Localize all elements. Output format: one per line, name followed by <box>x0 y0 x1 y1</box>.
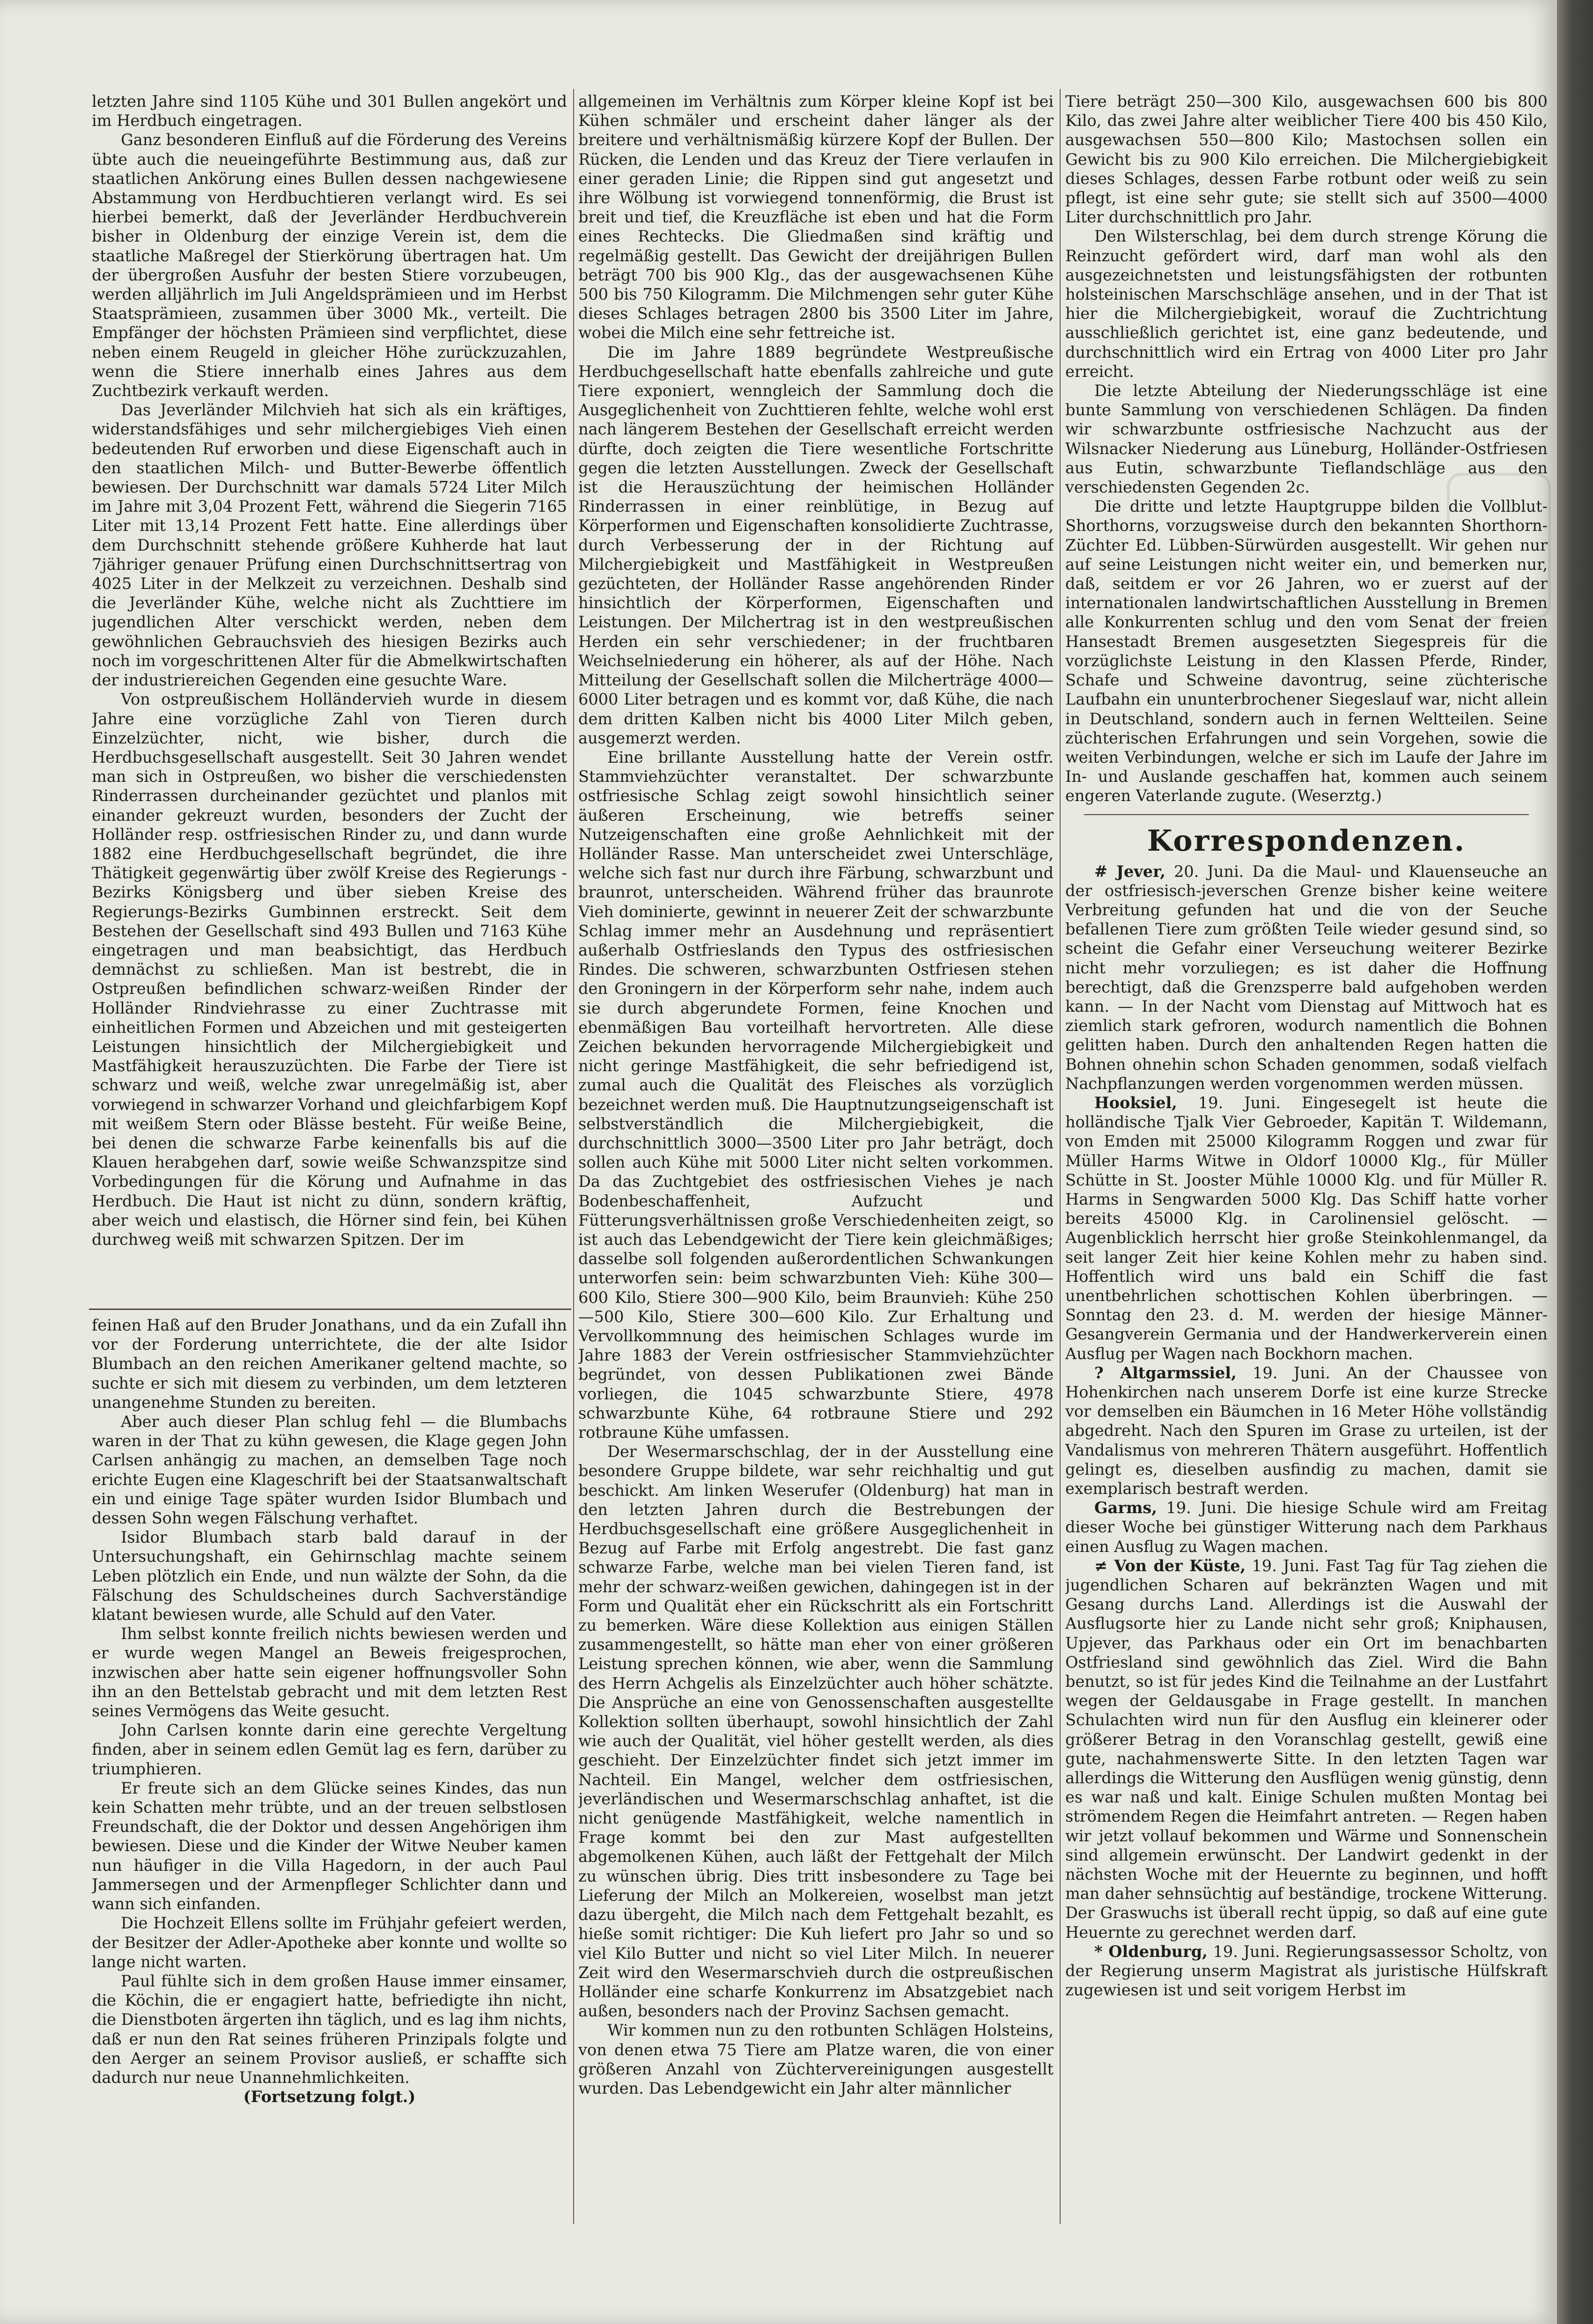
paragraph: Die Hochzeit Ellens sollte im Frühjahr gefeiert werden, der Besitzer der Adler-Apotheke aber konnte und wollte so lange nicht warten. <box>92 1914 567 1971</box>
paragraph: feinen Haß auf den Bruder Jonathans, und da ein Zufall ihn vor der Forderung unterrichtete, die der alte Isidor Blumbach an den reichen Amerikaner geltend machte, so suchte er sich mit diesem zu verbinden, um dem letzteren unangenehme Stunden zu bereiten. <box>92 1316 567 1412</box>
paragraph: Isidor Blumbach starb bald darauf in der Untersuchungshaft, ein Gehirnschlag machte seinem Leben plötzlich ein Ende, und nun wälzte der Sohn, da die Fälschung des Schuldscheines durch Sachverständige klatant bewiesen wurde, alle Schuld auf den Vater. <box>92 1528 567 1624</box>
news-place: # Jever, <box>1094 862 1165 881</box>
paragraph: letzten Jahre sind 1105 Kühe und 301 Bullen angekört und im Herdbuch eingetragen. <box>92 92 567 130</box>
paragraph: Paul fühlte sich in dem großen Hause immer einsamer, die Köchin, die er engagiert hatte, befriedigte ihn nicht, die Dienstboten ärgerten ihn täglich, und es lag ihm nichts, daß er nun den Rat seines früheren Prinzipals folgte und den Aerger an seinem Provisor ausließ, er schaffte sich dadurch nur neue Unannehmlichkeiten. <box>92 1971 567 2087</box>
column-2-agriculture-article <box>578 92 1054 2213</box>
news-place: Hooksiel, <box>1094 1093 1177 1112</box>
news-place: * Oldenburg, <box>1094 1942 1208 1961</box>
news-text: 19. Juni. Die hiesige Schule wird am Freitag dieser Woche bei günstiger Witterung nach dem Parkhaus einen Ausflug zu Wagen machen. <box>1065 1499 1548 1556</box>
news-item <box>1065 1363 1548 1498</box>
paragraph: Die dritte und letzte Hauptgruppe bilden die Vollblut-Shorthorns, vorzugsweise durch den bekannten Shorthorn-Züchter Ed. Lübben-Sürwürden ausgestellt. Wir gehen nur auf seine Leistungen nicht weiter ein, und bemerken nur, daß, seitdem er vor 26 Jahren, wo er zuerst auf der internationalen landwirtschaftlichen Ausstellung in Bremen alle Konkurrenten schlug und den vom Senat der freien Hansestadt Bremen ausgesetzten Siegespreis für die vorzüglichste Leistung in den Klassen Pferde, Rinder, Schafe und Schweine davontrug, seine züchterische Laufbahn ein ununterbrochener Siegeslauf war, nicht allein in Deutschland, sondern auch in fernen Weltteilen. Seine züchterischen Erfahrungen und sein Vorgehen, sowie die weiten Verbindungen, welche er sich im Laufe der Jahre im In- und Auslande geschaffen hat, kommen auch seinem engeren Vaterlande zugute. (Weserztg.) <box>1065 497 1548 805</box>
column-1-agriculture-article <box>92 92 567 1311</box>
news-item <box>1065 1093 1548 1363</box>
news-text: 19. Juni. An der Chaussee von Hohenkirchen nach unserem Dorfe ist eine kurze Strecke vor demselben ein Bäumchen in 16 Meter Höhe vollständig abgedreht. Nach den Spuren im Grase zu urteilen, ist der Vandalismus von mehreren Thätern ausgeführt. Hoffentlich gelingt es, dieselben ausfindig zu machen, damit sie exemplarisch bestraft werden. <box>1065 1363 1548 1498</box>
paragraph: Die letzte Abteilung der Niederungsschläge ist eine bunte Sammlung von verschiedenen Schlägen. Da finden wir schwarzbunte ostfriesische Nachzucht aus der Wilsnacker Niederung aus Lüneburg, Holländer-Ostfriesen aus Eutin, schwarzbunte Tieflandschläge aus den verschiedensten Gegenden 2c. <box>1065 382 1548 497</box>
paragraph: allgemeinen im Verhältnis zum Körper kleine Kopf ist bei Kühen schmäler und erscheint daher länger als der breitere und verhältnismäßig kürzere Kopf der Bullen. Der Rücken, die Lenden und das Kreuz der Tiere verlaufen in einer geraden Linie; die Rippen sind gut angesetzt und ihre Wölbung ist vorwiegend tonnenförmig, die Brust ist breit und tief, die Kreuzfläche ist eben und hat die Form eines Rechtecks. Die Gliedmaßen sind kräftig und regelmäßig gestellt. Das Gewicht der dreijährigen Bullen beträgt 700 bis 900 Klg., das der ausgewachsenen Kühe 500 bis 750 Kilogramm. Die Milchmengen sehr guter Kühe dieses Schlages betragen 2800 bis 3500 Liter im Jahre, wobei die Milch eine sehr fettreiche ist. <box>578 92 1054 342</box>
paragraph: Der Wesermarschschlag, der in der Ausstellung eine besondere Gruppe bildete, war sehr reichhaltig und gut beschickt. Am linken Weserufer (Oldenburg) hat man in den letzten Jahren durch die Bestrebungen der Herdbuchsgesellschaft eine größere Ausgeglichenheit in Bezug auf Farbe mit Erfolg angestrebt. Die fast ganz schwarze Farbe, welche man bei vielen Tieren fand, ist mehr der schwarz-weißen gewichen, dahingegen ist in der Form und Qualität eher ein Rückschritt als ein Fortschritt zu bemerken. Wäre diese Kollektion aus einigen Ställen zusammengestellt, so hätte man eher von einer größeren Leistung sprechen können, wie aber, wenn die Sammlung des Herrn Achgelis als Einzelzüchter auch höher schätzte. Die Ansprüche an eine von Genossenschaften ausgestellte Kollektion sollten überhaupt, sowohl hinsichtlich der Zahl wie auch der Qualität, viel höher gestellt werden, als dies geschieht. Der Einzelzüchter findet sich jetzt immer im Nachteil. Ein Mangel, welcher dem ostfriesischen, jeverländischen und Wesermarschschlag anhaftet, ist die nicht genügende Mastfähigkeit, welche namentlich in Frage kommt bei den zur Mast aufgestellten abgemolkenen Kühen, auch läßt der Fettgehalt der Milch zu wünschen übrig. Dies tritt insbesondere zu Tage bei Lieferung der Milch an Molkereien, woselbst man jetzt dazu übergeht, die Milch nach dem Fettgehalt bezahlt, es hieße somit richtiger: Die Kuh liefert pro Jahr so und so viel Kilo Butter und nicht so viel Liter Milch. In neuerer Zeit wird den Wesermarschvieh durch die ostpreußischen Holländer eine scharfe Konkurrenz im Absatzgebiet nach außen, besonders nach der Provinz Sachsen gemacht. <box>578 1442 1054 2021</box>
continuation-note: (Fortsetzung folgt.) <box>243 2088 416 2106</box>
section-divider <box>1084 814 1529 815</box>
page-edge-shadow <box>1557 0 1593 2324</box>
column-3 <box>1065 92 1548 2175</box>
paragraph: Ganz besonderen Einfluß auf die Förderung des Vereins übte auch die neueingeführte Bestimmung aus, daß zur staatlichen Ankörung eines Bullen dessen nachgewiesene Abstammung von Herdbuchtieren verlangt wird. Es sei hierbei bemerkt, daß der Jeverländer Herdbuchverein bisher in Oldenburg der einzige Verein ist, dem die staatliche Maßregel der Stierkörung übertragen hat. Um der übergroßen Ausfuhr der besten Stiere vorzubeugen, werden alljährlich im Juli Angeldsprämieen und im Herbst Staatsprämieen, zusammen über 3000 Mk., verteilt. Die Empfänger der höchsten Prämieen sind verpflichtet, diese neben einem Reugeld in gleicher Höhe zurückzuzahlen, wenn die Stiere innerhalb eines Jahres aus dem Zuchtbezirk verkauft werden. <box>92 131 567 400</box>
paragraph: Den Wilsterschlag, bei dem durch strenge Körung die Reinzucht gefördert wird, darf man wohl als den ausgezeichnetsten und leistungsfähigsten der rotbunten holsteinischen Marschschläge ansehen, und in der That ist hier die Milchergiebigkeit, worauf die Zuchtrichtung ausschließlich gerichtet ist, eine ganz bedeutende, und durchschnittlich wird ein Ertrag von 4000 Liter pro Jahr erreicht. <box>1065 227 1548 381</box>
news-item <box>1065 1556 1548 1942</box>
news-place: Garms, <box>1094 1499 1157 1517</box>
news-text: 20. Juni. Da die Maul- und Klauenseuche an der ostfriesisch-jeverschen Grenze bisher keine weitere Verbreitung gefunden hat und die von der Seuche befallenen Tiere zum größten Teile wieder gesund sind, so scheint die Gefahr einer Verseuchung weiterer Bezirke nicht mehr vorzuliegen; es ist daher die Hoffnung berechtigt, daß die Grenzsperre bald aufgehoben werden kann. — In der Nacht vom Dienstag auf Mittwoch hat es ziemlich stark gefroren, wodurch namentlich die Bohnen gelitten haben. Durch den anhaltenden Regen hatten die Bohnen ohnehin schon Schaden genommen, sodaß vielfach Nachpflanzungen werden vorgenommen werden müssen. <box>1065 862 1548 1093</box>
paragraph: Ihm selbst konnte freilich nichts bewiesen werden und er wurde wegen Mangel an Beweis freigesprochen, inzwischen aber hatte sein eigener hoffnungsvoller Sohn ihn an den Bettelstab gebracht und mit dem letzten Rest seines Vermögens das Weite gesucht. <box>92 1625 567 1721</box>
paragraph: Die im Jahre 1889 begründete Westpreußische Herdbuchgesellschaft hatte ebenfalls zahlreiche und gute Tiere exponiert, wenngleich der Sammlung doch die Ausgeglichenheit von Zuchttieren fehlte, welche wohl erst nach längerem Bestehen der Gesellschaft erreicht werden dürfte, doch zeigten die Tiere wesentliche Fortschritte gegen die letzten Ausstellungen. Zweck der Gesellschaft ist die Herauszüchtung der heimischen Holländer Rinderrassen in einer reinblütige, in Bezug auf Körperformen und Eigenschaften konsolidierte Zuchtrasse, durch Verbesserung der in der Richtung auf Milchergiebigkeit und Mastfähigkeit in Westpreußen gezüchteten, der Holländer Rasse angehörenden Rinder hinsichtlich der Körperformen, Eigenschaften und Leistungen. Der Milchertrag ist in den westpreußischen Herden ein sehr verschiedener; in der fruchtbaren Weichselniederung ein höherer, als auf der Höhe. Nach Mitteilung der Gesellschaft sollen die Milcherträge 4000—6000 Liter betragen und es kommt vor, daß Kühe, die nach dem dritten Kalben nicht bis 4000 Liter Milch geben, ausgemerzt werden. <box>578 343 1054 747</box>
news-text: 19. Juni. Fast Tag für Tag ziehen die jugendlichen Scharen auf bekränzten Wagen und mit Gesang durchs Land. Allerdings ist die Auswahl der Ausflugsorte hier zu Lande nicht sehr groß; Kniphausen, Upjever, das Parkhaus oder ein Ort im benachbarten Ostfriesland sind gewöhnlich das Ziel. Wird die Bahn benutzt, so ist für jedes Kind die Teilnahme an der Lustfahrt wegen der Geldausgabe in Frage gestellt. In manchen Schulachten wird nun für den Ausflug ein kleinerer oder größerer Betrag in den Voranschlag gestellt, gewiß eine gute, nachahmenswerte Sitte. In den letzten Tagen war allerdings die Witterung den Ausflügen wenig günstig, denn es war naß und kalt. Einige Schulen mußten Montag bei strömendem Regen die Heimfahrt antreten. — Regen haben wir jetzt vollauf bekommen und Wärme und Sonnenschein sind allgemein erwünscht. Der Landwirt gedenkt in der nächsten Woche mit der Heuernte zu beginnen, und hofft man daher sehnsüchtig auf beständige, trockene Witterung. Der Graswuchs ist überall recht üppig, so daß auf eine gute Heuernte zu gerechnet werden darf. <box>1065 1556 1548 1942</box>
news-text: 19. Juni. Regierungsassessor Scholtz, von der Regierung unserm Magistrat als juristische Hülfskraft zugewiesen ist und seit vorigem Herbst im <box>1065 1942 1548 2000</box>
column-divider <box>1060 89 1061 2224</box>
faint-stamp-mark <box>1447 473 1551 619</box>
news-item <box>1065 1498 1548 1556</box>
column-divider <box>573 89 574 2224</box>
paragraph: Wir kommen nun zu den rotbunten Schlägen Holsteins, von denen etwa 75 Tiere am Platze waren, die von einer größeren Anzahl von Züchtervereinigungen ausgestellt wurden. Das Lebendgewicht ein Jahr alter männlicher <box>578 2021 1054 2097</box>
news-place: ≠ Von der Küste, <box>1094 1556 1246 1575</box>
paragraph: Aber auch dieser Plan schlug fehl — die Blumbachs waren in der That zu kühn gewesen, die Klage gegen John Carlsen anhängig zu machen, an demselben Tage noch erichte Eugen eine Klageschrift bei der Staatsanwaltschaft ein und einige Tage später wurden Isidor Blumbach und dessen Sohn wegen Fälschung verhaftet. <box>92 1412 567 1528</box>
section-heading: Korrespondenzen. <box>1147 823 1466 858</box>
paragraph: Er freute sich an dem Glücke seines Kindes, das nun kein Schatten mehr trübte, und an der treuen selbstlosen Freundschaft, die der Doktor und dessen Angehörigen ihm bewiesen. Diese und die Kinder der Witwe Neuber kamen nun häufiger in die Villa Hagedorn, in der auch Paul Jammersegen und der Armenpfleger Schlichter dann und wann sich einfanden. <box>92 1779 567 1913</box>
paragraph: Das Jeverländer Milchvieh hat sich als ein kräftiges, widerstandsfähiges und sehr milchergiebiges Vieh einen bedeutenden Ruf erworben und diese Eigenschaft auch in den staatlichen Milch- und Butter-Bewerbe öffentlich bewiesen. Der Durchschnitt war damals 5724 Liter Milch im Jahre mit 3,04 Prozent Fett, während die Siegerin 7165 Liter mit 13,14 Prozent Fett hatte. Eine allerdings über dem Durchschnitt stehende größere Kuhherde hat laut 7jähriger genauer Prüfung einen Durchschnittsertrag von 4025 Liter in der Melkzeit zu verzeichnen. Deshalb sind die Jeverländer Kühe, welche nicht als Zuchttiere im jugendlichen Alter verschickt werden, neben dem gewöhnlichen Gebrauchsvieh des hiesigen Bezirks auch noch im vorgeschrittenen Alter für die Abmelkwirtschaften der industriereichen Gegenden eine gesuchte Ware. <box>92 401 567 690</box>
paragraph: Eine brillante Ausstellung hatte der Verein ostfr. Stammviehzüchter veranstaltet. Der schwarzbunte ostfriesische Schlag zeigt sowohl hinsichtlich seiner äußeren Erscheinung, wie betreffs seiner Nutzeigenschaften eine große Aehnlichkeit mit der Holländer Rasse. Man unterscheidet zwei Unterschläge, welche sich fast nur durch ihre Färbung, schwarzbunt und braunrot, unterscheiden. Während früher das braunrote Vieh dominierte, gewinnt in neuerer Zeit der schwarzbunte Schlag immer mehr an Ausdehnung und repräsentiert außerhalb Ostfrieslands den Typus des ostfriesischen Rindes. Die schweren, schwarzbunten Ostfriesen stehen den Groningern in der Körperform sehr nahe, indem auch sie durch abgerundete Formen, feine Knochen und ebenmäßigen Bau vorteilhaft hervortreten. Alle diese Zeichen bekunden hervorragende Milchergiebigkeit und nicht geringe Mastfähigkeit, die sehr befriedigend ist, zumal auch die Qualität des Fleisches als vorzüglich bezeichnet werden muß. Die Hauptnutzungseigenschaft ist selbstverständlich die Milchergiebigkeit, die durchschnittlich 3000—3500 Liter pro Jahr beträgt, doch sollen auch Kühe mit 5000 Liter nicht selten vorkommen. Da das Zuchtgebiet des ostfriesischen Viehes je nach Bodenbeschaffenheit, Aufzucht und Fütterungsverhältnissen große Verschiedenheiten zeigt, so ist auch das Lebendgewicht der Tiere kein gleichmäßiges; dasselbe soll folgenden außerordentlichen Schwankungen unterworfen sein: beim schwarzbunten Vieh: Kühe 300—600 Kilo, Stiere 300—900 Kilo, beim Braunvieh: Kühe 250—500 Kilo, Stiere 300—600 Kilo. Zur Erhaltung und Vervollkommnung des heimischen Schlages wurde im Jahre 1883 der Verein ostfriesischer Stammviehzüchter begründet, von dessen Publikationen zwei Bände vorliegen, die 1045 schwarzbunte Stiere, 4978 schwarzbunte Kühe, 64 rotbraune Stiere und 292 rotbraune Kühe umfassen. <box>578 748 1054 1442</box>
paragraph: Tiere beträgt 250—300 Kilo, ausgewachsen 600 bis 800 Kilo, das zwei Jahre alter weiblicher Tiere 400 bis 450 Kilo, ausgewachsen 550—800 Kilo; Mastochsen sollen ein Gewicht bis zu 900 Kilo erreichen. Die Milchergiebigkeit dieses Schlages, dessen Farbe rotbunt oder weiß zu sein pflegt, ist eine sehr gute; sie stellt sich auf 3500—4000 Liter durchschnittlich pro Jahr. <box>1065 92 1548 227</box>
news-place: ? Altgarmssiel, <box>1094 1363 1237 1382</box>
paragraph: Von ostpreußischem Holländervieh wurde in diesem Jahre eine vorzügliche Zahl von Tieren durch Einzelzüchter, nicht, wie bisher, durch die Herdbuchsgesellschaft ausgestellt. Seit 30 Jahren wendet man sich in Ostpreußen, wo bisher die verschiedensten Rinderrassen durcheinander gezüchtet und planlos mit einander gekreuzt wurden, besonders der Zucht der Holländer resp. ostfriesischen Rinder zu, und dann wurde 1882 eine Herdbuchgesellschaft begründet, die ihre Thätigkeit gegenwärtig über zwölf Kreise des Regierungs - Bezirks Königsberg und über sieben Kreise des Regierungs-Bezirks Gumbinnen erstreckt. Seit dem Bestehen der Gesellschaft sind 493 Bullen und 7163 Kühe eingetragen und man beabsichtigt, das Herdbuch demnächst zu schließen. Man ist bestrebt, die in Ostpreußen befindlichen schwarz-weißen Rinder der Holländer Rindviehrasse zu einer Zuchtrasse mit einheitlichen Formen und Abzeichen und mit gesteigerten Leistungen hinsichtlich der Milchergiebigkeit und Mastfähigkeit herauszuzüchten. Die Farbe der Tiere ist schwarz und weiß, welche zwar unregelmäßig ist, aber vorwiegend in schwarzer Vorhand und gleichfarbigem Kopf mit weißem Stern oder Blässe besteht. Für weiße Beine, bei denen die schwarze Farbe keinenfalls bis auf die Klauen herabgehen darf, sowie weiße Schwanzspitze sind Vorbedingungen für die Körung und Aufnahme in das Herdbuch. Die Haut ist nicht zu dünn, sondern kräftig, aber weich und elastisch, die Hörner sind fein, bei Kühen durchweg weiß mit schwarzen Spitzen. Der im <box>92 690 567 1249</box>
news-item <box>1065 1942 1548 2000</box>
news-item <box>1065 862 1548 1093</box>
news-text: 19. Juni. Eingesegelt ist heute die holländische Tjalk Vier Gebroeder, Kapitän T. Wildemann, von Emden mit 25000 Kilogramm Roggen und zwar für Müller Harms Witwe in Oldorf 10000 Klg., für Müller Schütte in St. Jooster Mühle 10000 Klg. und für Müller R. Harms in Sengwarden 5000 Klg. Das Schiff hatte vorher bereits 45000 Klg. in Carolinensiel gelöscht. — Augenblicklich herrscht hier große Steinkohlenmangel, da seit langer Zeit hier keine Kohlen mehr zu haben sind. Hoffentlich wird uns bald ein Schiff die fast unentbehrlichen schottischen Kohlen überbringen. — Sonntag den 23. d. M. werden der hiesige Männer-Gesangverein Germania und der Handwerkerverein einen Ausflug per Wagen nach Bockhorn machen. <box>1065 1093 1548 1363</box>
paragraph: John Carlsen konnte darin eine gerechte Vergeltung finden, aber in seinem edlen Gemüt lag es fern, darüber zu triumphieren. <box>92 1721 567 1778</box>
column-1-feuilleton <box>92 1316 567 2196</box>
